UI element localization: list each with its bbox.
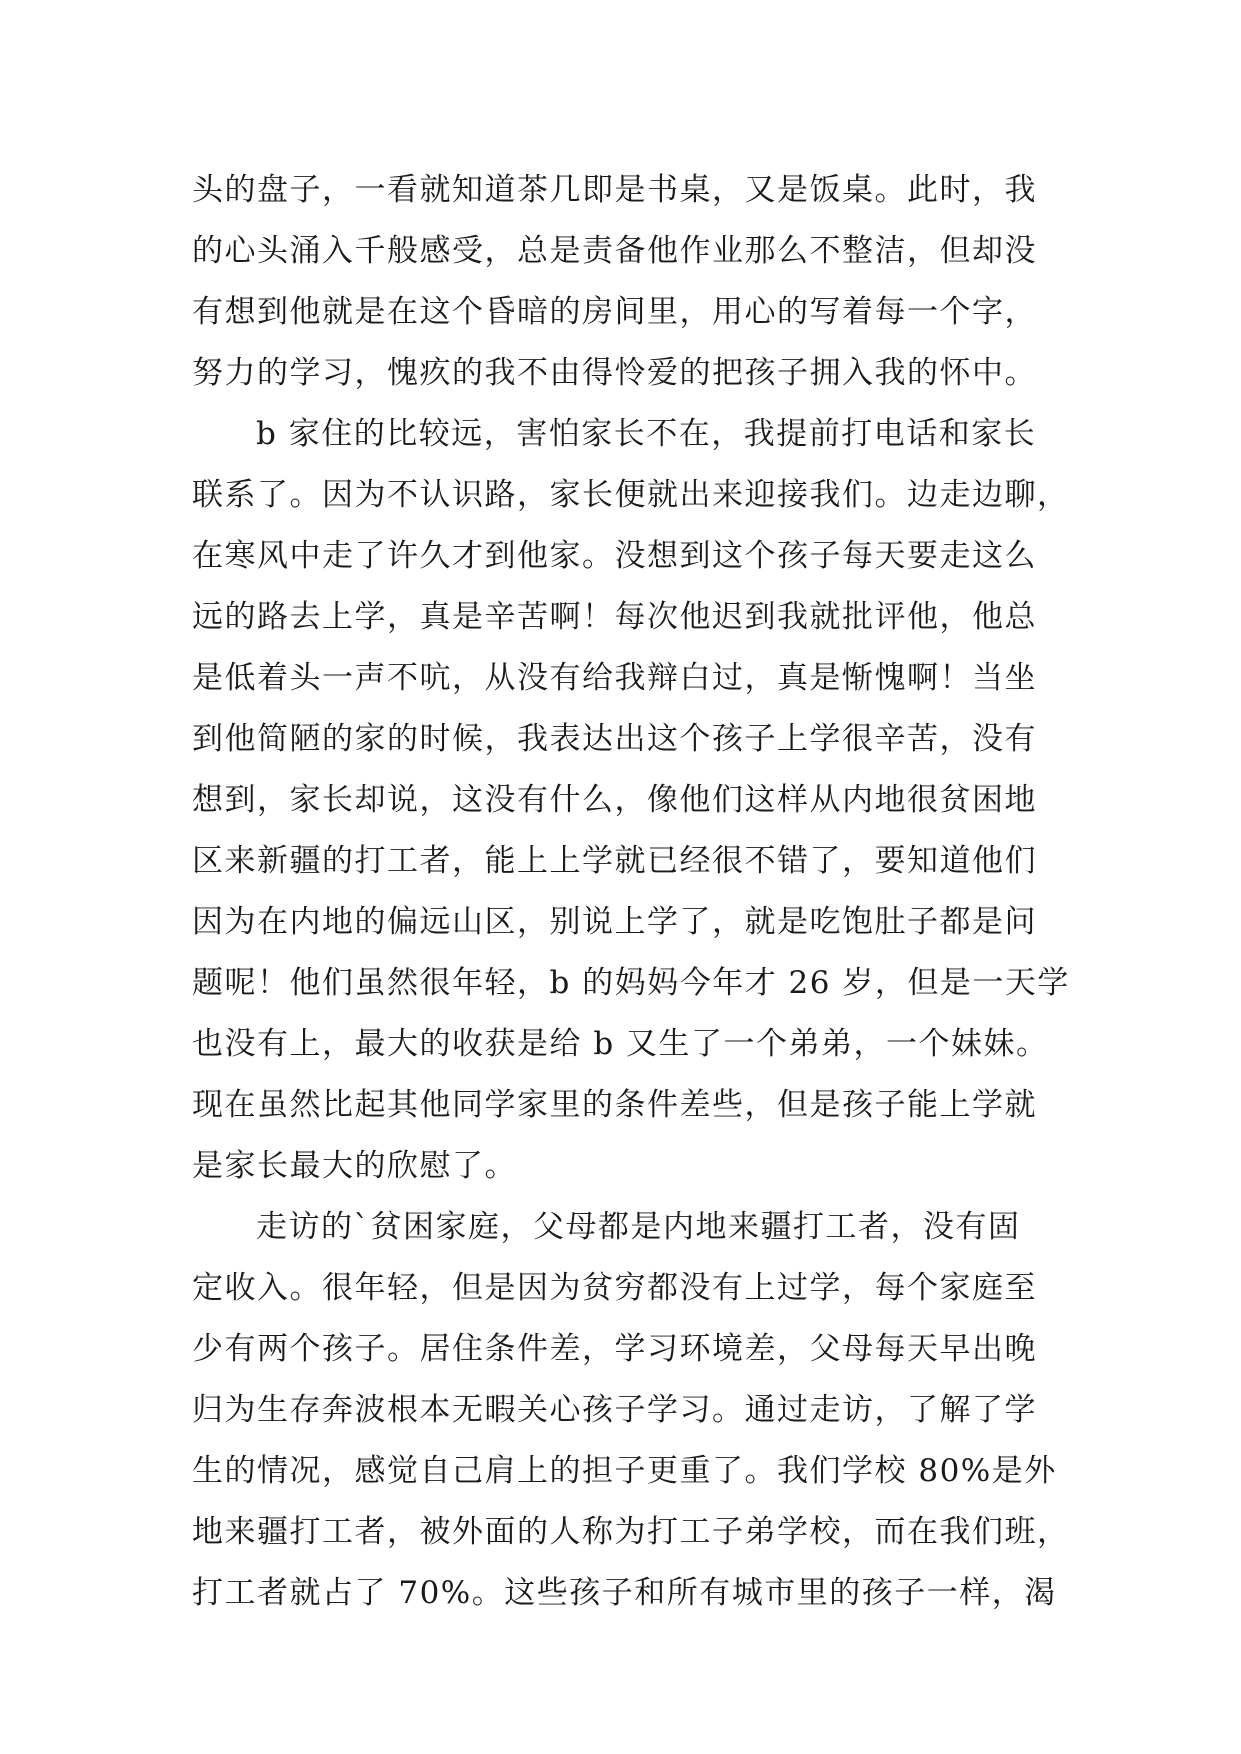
paragraph-start-line: 走访的`贫困家庭，父母都是内地来疆打工者，没有固	[256, 1209, 1021, 1245]
text-line: 现在虽然比起其他同学家里的条件差些，但是孩子能上学就	[192, 1087, 1037, 1123]
text-line: 生的情况，感觉自己肩上的担子更重了。我们学校 80%是外	[192, 1453, 1057, 1489]
text-line: 因为在内地的偏远山区，别说上学了，就是吃饱肚子都是问	[192, 904, 1037, 940]
text-line: 题呢！他们虽然很年轻，b 的妈妈今年才 26 岁，但是一天学	[192, 965, 1070, 1001]
text-line: 努力的学习，愧疚的我不由得怜爱的把孩子拥入我的怀中。	[192, 355, 1037, 391]
text-line: 在寒风中走了许久才到他家。没想到这个孩子每天要走这么	[192, 538, 1037, 574]
text-line: 头的盘子，一看就知道茶几即是书桌，又是饭桌。此时，我	[192, 172, 1037, 208]
text-line: 有想到他就是在这个昏暗的房间里，用心的写着每一个字，	[192, 294, 1037, 330]
text-line: 也没有上，最大的收获是给 b 又生了一个弟弟，一个妹妹。	[192, 1026, 1049, 1062]
text-line: 远的路去上学，真是辛苦啊！每次他迟到我就批评他，他总	[192, 599, 1037, 635]
text-line: 区来新疆的打工者，能上上学就已经很不错了，要知道他们	[192, 843, 1037, 879]
text-line: 定收入。很年轻，但是因为贫穷都没有上过学，每个家庭至	[192, 1270, 1037, 1306]
text-line: 是低着头一声不吭，从没有给我辩白过，真是惭愧啊！当坐	[192, 660, 1037, 696]
text-line: 的心头涌入千般感受，总是责备他作业那么不整洁，但却没	[192, 233, 1037, 269]
text-line: 打工者就占了 70%。这些孩子和所有城市里的孩子一样，渴	[192, 1575, 1057, 1611]
body-text	[192, 160, 1072, 1624]
text-line: 归为生存奔波根本无暇关心孩子学习。通过走访，了解了学	[192, 1392, 1037, 1428]
text-line: 少有两个孩子。居住条件差，学习环境差，父母每天早出晚	[192, 1331, 1037, 1367]
text-line: 到他简陋的家的时候，我表达出这个孩子上学很辛苦，没有	[192, 721, 1037, 757]
text-line: 联系了。因为不认识路，家长便就出来迎接我们。边走边聊，	[192, 477, 1070, 513]
paragraph-start-line: b 家住的比较远，害怕家长不在，我提前打电话和家长	[256, 416, 1037, 452]
text-line: 是家长最大的欣慰了。	[192, 1148, 517, 1184]
text-line: 想到，家长却说，这没有什么，像他们这样从内地很贫困地	[192, 782, 1037, 818]
text-line: 地来疆打工者，被外面的人称为打工子弟学校，而在我们班，	[192, 1514, 1070, 1550]
